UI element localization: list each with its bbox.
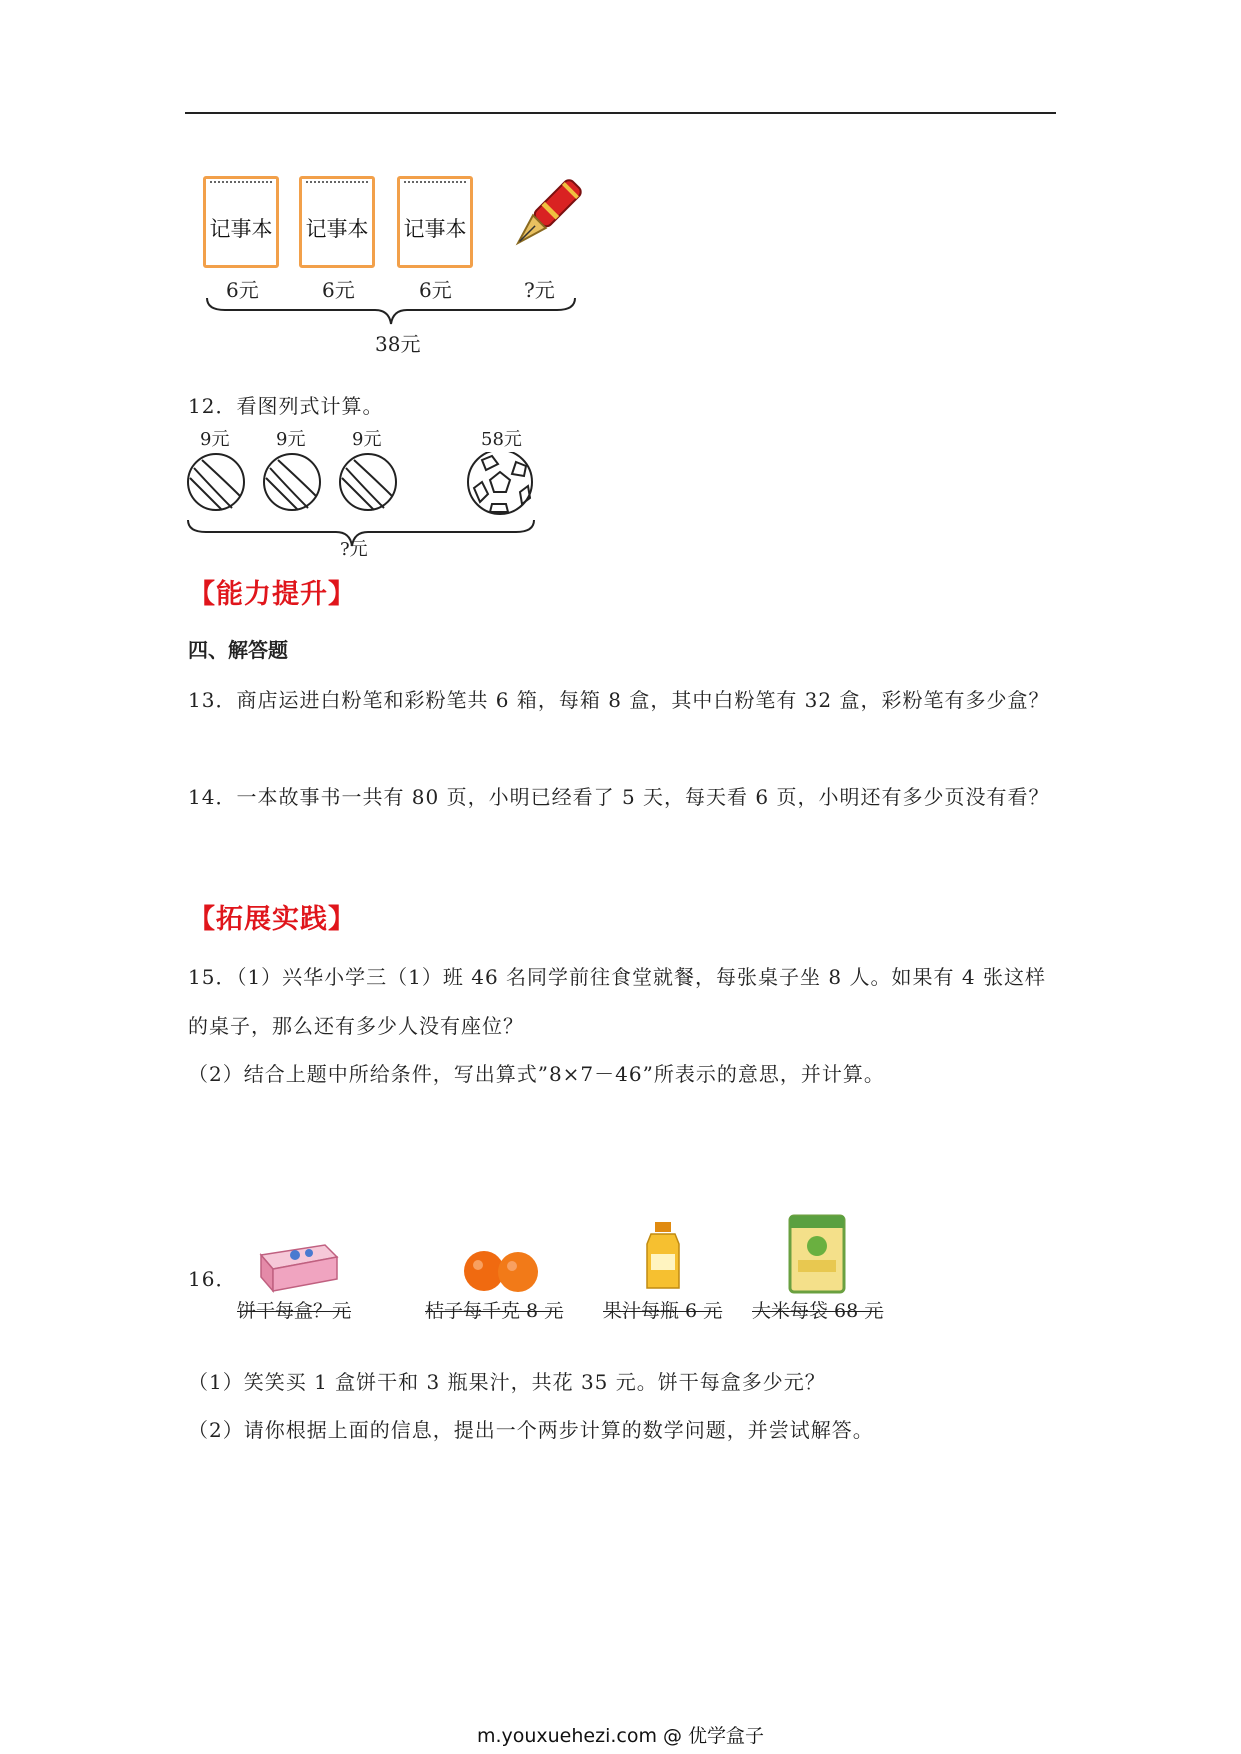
total-label: 38元 (375, 332, 421, 356)
section-heading-extend: 【拓展实践】 (188, 904, 356, 935)
question-15-line1: 15．（1）兴华小学三（1）班 46 名同学前往食堂就餐，每张桌子坐 8 人。如果有 4 张这样 (188, 965, 1046, 989)
section-heading-answers: 四、解答题 (188, 638, 288, 662)
caption-rice: 大米每袋 68 元 (752, 1300, 884, 1322)
biscuit-box-icon (255, 1235, 341, 1295)
caption-biscuit: 饼干每盒？元 (237, 1300, 352, 1322)
question-14: 14．一本故事书一共有 80 页，小明已经看了 5 天，每天看 6 页，小明还有多少页没有看？ (188, 785, 1050, 809)
juice-bottle-icon (643, 1220, 683, 1292)
price-label: ?元 (524, 278, 555, 302)
ball-price: 58元 (481, 429, 522, 450)
orange-icon (458, 1245, 548, 1293)
total-label: ?元 (340, 539, 368, 560)
ball-price: 9元 (276, 429, 306, 450)
question-16-part2: （2）请你根据上面的信息，提出一个两步计算的数学问题，并尝试解答。 (188, 1418, 874, 1442)
caption-orange: 桔子每千克 8 元 (425, 1300, 564, 1322)
ball-price: 9元 (352, 429, 382, 450)
notebook-label: 记事本 (305, 217, 369, 241)
question-15-line3: （2）结合上题中所给条件，写出算式”8×7－46”所表示的意思，并计算。 (188, 1062, 885, 1086)
notebook-label: 记事本 (403, 217, 467, 241)
price-label: 6元 (322, 278, 355, 302)
question-13: 13．商店运进白粉笔和彩粉笔共 6 箱，每箱 8 盒，其中白粉笔有 32 盒，彩粉笔有多少盒？ (188, 688, 1050, 712)
footer-source: m.youxuehezi.com @ 优学盒子 (476, 1725, 765, 1747)
notebook-2 (299, 176, 375, 268)
notebook-1 (203, 176, 279, 268)
question-15-line2: 的桌子，那么还有多少人没有座位？ (188, 1014, 524, 1038)
notebook-label: 记事本 (209, 217, 273, 241)
header-rule (185, 112, 1056, 114)
question-12: 12．看图列式计算。 (188, 394, 384, 418)
price-label: 6元 (419, 278, 452, 302)
caption-juice: 果汁每瓶 6 元 (603, 1300, 723, 1322)
section-heading-ability: 【能力提升】 (188, 579, 356, 610)
question-16-number: 16． (188, 1267, 237, 1291)
brace (205, 296, 577, 328)
question-16-part1: （1）笑笑买 1 盒饼干和 3 瓶果汁，共花 35 元。饼干每盒多少元？ (188, 1370, 826, 1394)
notebook-3 (397, 176, 473, 268)
price-label: 6元 (226, 278, 259, 302)
rice-bag-icon (786, 1212, 848, 1296)
pen-icon (505, 170, 585, 262)
ball-price: 9元 (200, 429, 230, 450)
